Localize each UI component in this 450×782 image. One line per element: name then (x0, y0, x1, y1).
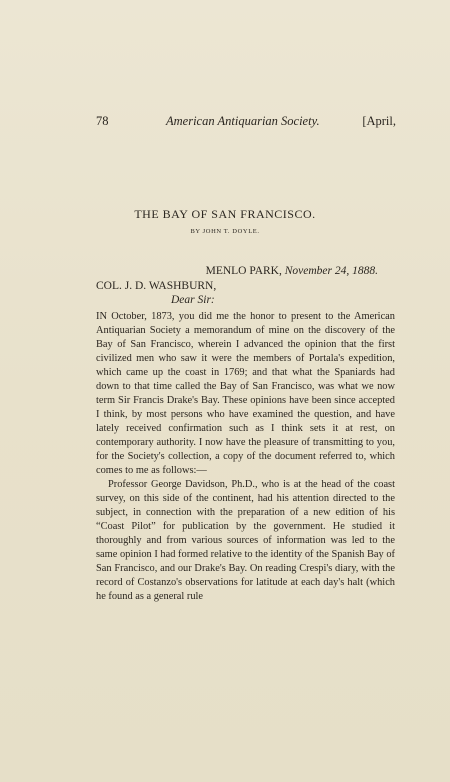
article-title: THE BAY OF SAN FRANCISCO. (134, 207, 316, 221)
letter-date: November 24, 1888. (284, 265, 378, 277)
running-title: American Antiquarian Society. (166, 114, 320, 128)
letter-place: MENLO PARK, (205, 265, 282, 277)
letter-body (96, 310, 395, 604)
letter-salutation: Dear Sir: (171, 294, 215, 306)
letter-dateline (206, 265, 378, 277)
body-paragraph: Professor George Davidson, Ph.D., who is at the head of the coast survey, on this side of the continent, had his attention directed to the subject, in connection with the preparation of a new edition of his “Coast Pilot” for publication by the government. He studied it thoroughly and from various sources of information was led to the same opinion I had formed relative to the identity of the Spanish Bay of San Francisco, and our Drake's Bay. On reading Crespi's diary, with the record of Costanzo's observations for latitude at each day's halt (which he found as a general rule (96, 479, 395, 602)
body-paragraph: IN October, 1873, you did me the honor to present to the American Antiquarian Society a memorandum of mine on the discovery of the Bay of San Francisco, wherein I advanced the opinion that the first civilized men who saw it were the members of Portala's expedition, which came up the coast in 1769; and that what the Spaniards had down to that time called the Bay of San Francisco, was what we now term Sir Francis Drake's Bay. These opinions have been since accepted I think, by most persons who have examined the question, and have lately received confirmation such as I think sets it at rest, on contemporary authority. I now have the pleasure of transmitting to you, for the Society's collection, a copy of the document referred to, which comes to me as follows:— (96, 311, 395, 476)
running-date: [April, (362, 114, 396, 128)
letter-addressee: COL. J. D. WASHBURN, (96, 280, 217, 292)
article-byline: BY JOHN T. DOYLE. (190, 228, 260, 235)
running-header (96, 114, 396, 132)
page-number: 78 (96, 114, 109, 128)
